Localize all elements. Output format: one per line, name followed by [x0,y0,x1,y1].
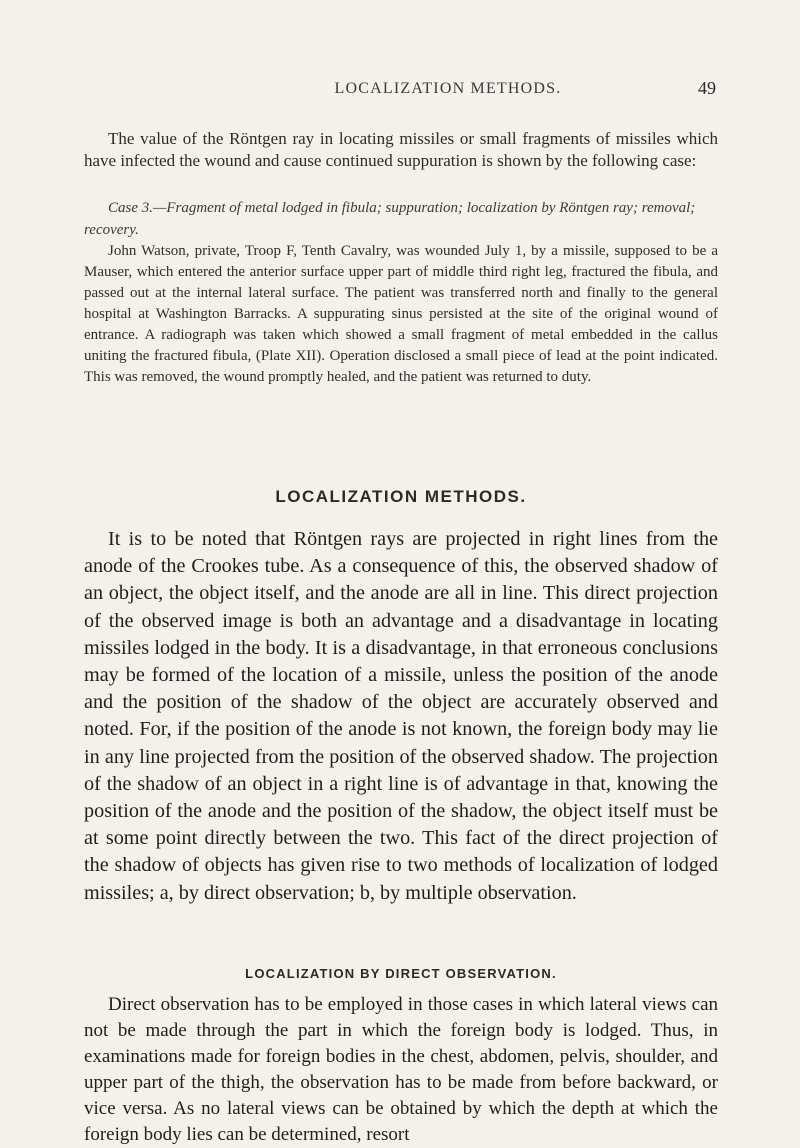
intro-paragraph: The value of the Röntgen ray in locating missiles or small fragments of missiles which have infected the wound and cause continued suppuration is shown by the following case: [84,129,718,170]
section1-block [84,526,718,907]
case-block [84,197,718,388]
section1-paragraph: It is to be noted that Röntgen rays are projected in right lines from the anode of the Crookes tube. As a consequence of this, the observed shadow of an object, the object itself, and the anode are all in line. This direct projection of the observed image is both an advantage and a disadvantage in locating missiles lodged in the body. It is a disadvantage, in that erroneous conclusions may be formed of the location of a missile, unless the position of the anode and the position of the shadow of the object are accurately observed and noted. For, if the position of the anode is not known, the foreign body may lie in any line projected from the position of the observed shadow. The projection of the shadow of an object in a right line is of advantage in that, knowing the position of the anode and the position of the shadow, the object itself must be at some point directly between the two. This fact of the direct projection of the shadow of objects has given rise to two methods of localization of lodged missiles; a, by direct observation; b, by multiple observation. [84,528,718,904]
intro-block [84,128,718,172]
section-heading-localization-methods: LOCALIZATION METHODS. [275,487,527,506]
section2-paragraph: Direct observation has to be employed in those cases in which lateral views can not be made through the part in which the foreign body is lodged. Thus, in examinations made for foreign bodies in the chest, abdomen, pelvis, shoulder, and upper part of the thigh, the observation has to be made from before backward, or vice versa. As no lateral views can be obtained by which the depth at which the foreign body lies can be determined, resort [84,994,718,1145]
section-heading-direct-observation: LOCALIZATION BY DIRECT OBSERVATION. [245,966,557,981]
page-number: 49 [698,78,716,98]
section2-block [84,992,718,1148]
case-body: John Watson, private, Troop F, Tenth Cavalry, was wounded July 1, by a missile, supposed to be a Mauser, which entered the anterior surface upper part of middle third right leg, fractured the fibula, and passed out at the internal lateral surface. The patient was transferred north and finally to the general hospital at Washington Barracks. A suppurating sinus persisted at the site of the original wound of entrance. A radiograph was taken which showed a small fragment of metal embedded in the callus uniting the fractured fibula, (Plate XII). Operation disclosed a small piece of lead at the point indicated. This was removed, the wound promptly healed, and the patient was returned to duty. [84,243,718,385]
case-heading: Case 3.—Fragment of metal lodged in fibula; suppuration; localization by Röntgen ray; removal; recovery. [84,200,696,238]
running-head: LOCALIZATION METHODS. [334,80,562,97]
